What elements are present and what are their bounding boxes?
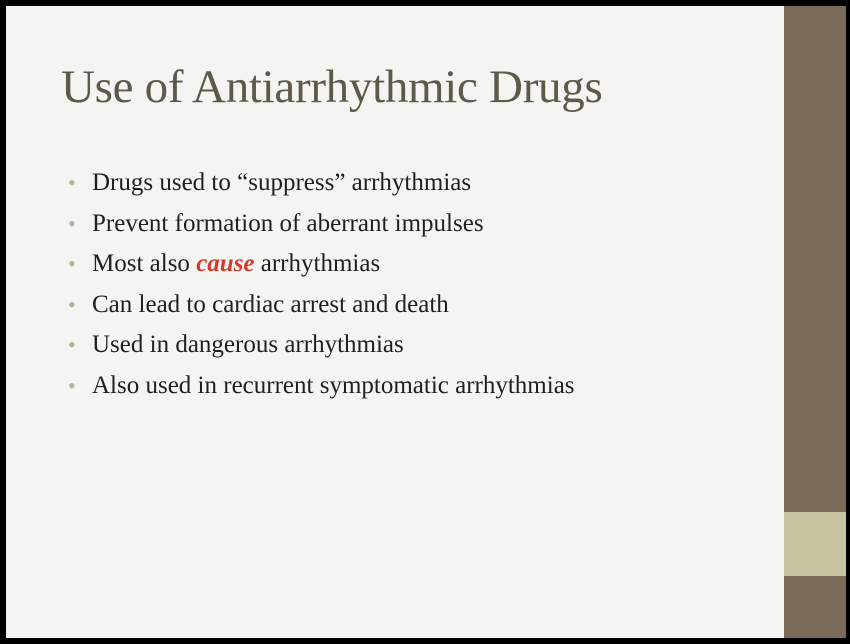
bullet-dot-icon: • — [68, 170, 76, 195]
bullet-text: Can lead to cardiac arrest and death — [92, 290, 449, 318]
bullet-item — [68, 367, 575, 408]
bullet-text: Used in dangerous arrhythmias — [92, 331, 404, 358]
bullet-item — [68, 286, 575, 327]
bullet-text: Also used in recurrent symptomatic arrhythmias — [92, 371, 575, 399]
bullet-list — [68, 164, 575, 407]
bullet-item — [68, 205, 575, 246]
bullet-text: Prevent formation of aberrant impulses — [92, 209, 484, 237]
bullet-text-tail: arrhythmias — [254, 250, 381, 277]
bullet-dot-icon: • — [68, 372, 76, 398]
bullet-text: Drugs used to “suppress” arrhythmias — [92, 169, 472, 196]
bullet-item — [68, 245, 575, 286]
slide-canvas — [6, 6, 784, 638]
bullet-text: Most also — [92, 250, 197, 277]
slide-title: Use of Antiarrhythmic Drugs — [61, 61, 603, 113]
bullet-dot-icon: • — [68, 210, 76, 236]
sidebar-accent-block — [784, 512, 846, 576]
emphasized-word: cause — [196, 250, 255, 277]
bullet-dot-icon: • — [68, 251, 76, 276]
bullet-dot-icon: • — [68, 332, 76, 357]
bullet-item — [68, 164, 575, 205]
bullet-item — [68, 326, 575, 367]
bullet-dot-icon: • — [68, 291, 76, 317]
